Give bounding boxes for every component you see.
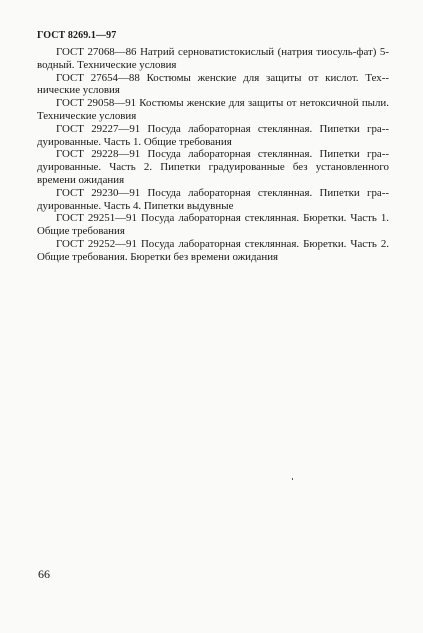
document-code-header: ГОСТ 8269.1—97 xyxy=(37,30,117,41)
page-number: 66 xyxy=(38,567,50,581)
reference-title: Посуда лабораторная стеклянная. Пипетки гра-дуированные. Часть 4. Пипетки выдувные xyxy=(37,186,389,212)
reference-code: ГОСТ 29230—91 xyxy=(56,186,141,199)
reference-item xyxy=(37,123,389,149)
normative-references-list xyxy=(37,46,389,264)
reference-title: Посуда лабораторная стеклянная. Бюретки. Часть 2. Общие требования. Бюретки без времени ожидания xyxy=(37,237,389,263)
reference-title: Костюмы женские для защиты от нетоксичной пыли. Технические условия xyxy=(37,97,389,122)
reference-code: ГОСТ 29251—91 xyxy=(56,212,137,225)
scan-speck xyxy=(292,478,293,480)
reference-item xyxy=(37,72,389,98)
reference-item xyxy=(37,187,389,213)
reference-code: ГОСТ 29058—91 xyxy=(56,97,137,110)
reference-item xyxy=(37,212,389,238)
reference-item xyxy=(37,46,389,72)
reference-code: ГОСТ 29227—91 xyxy=(56,122,141,135)
reference-code: ГОСТ 27654—88 xyxy=(56,71,140,84)
reference-title: Костюмы женские для защиты от кислот. Тех-нические условия xyxy=(37,71,389,97)
reference-item xyxy=(37,97,389,123)
reference-item xyxy=(37,238,389,264)
reference-title: Посуда лабораторная стеклянная. Бюретки. Часть 1. Общие требования xyxy=(37,212,389,238)
reference-title: Посуда лабораторная стеклянная. Пипетки гра-дуированные. Часть 2. Пипетки градуированные без установленного времени ожидания xyxy=(37,148,389,186)
reference-title: Натрий серноватистокислый (натрия тиосуль-фат) 5-водный. Технические условия xyxy=(37,46,389,71)
reference-title: Посуда лабораторная стеклянная. Пипетки гра-дуированные. Часть 1. Общие требования xyxy=(37,122,389,148)
reference-code: ГОСТ 27068—86 xyxy=(56,46,137,58)
reference-code: ГОСТ 29228—91 xyxy=(56,148,141,161)
reference-item xyxy=(37,148,389,186)
reference-code: ГОСТ 29252—91 xyxy=(56,237,137,250)
